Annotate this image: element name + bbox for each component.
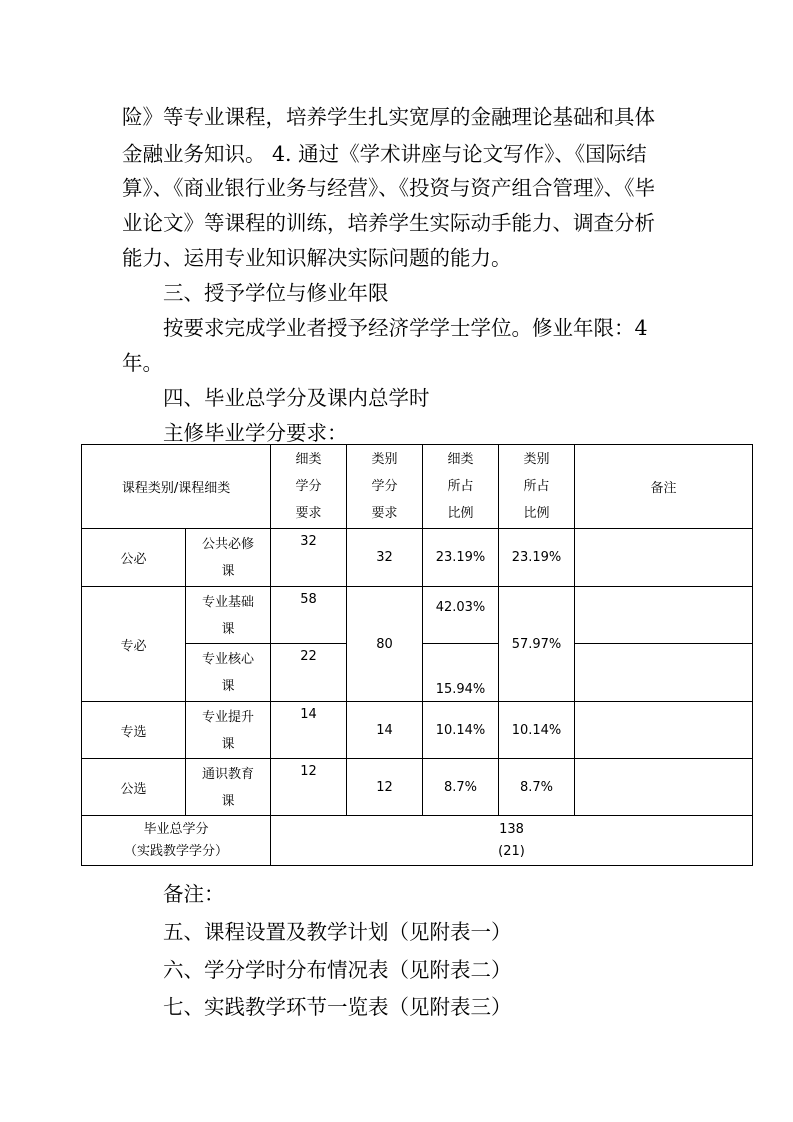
body-paragraph-line: 算》、《商业银行业务与经营》、《投资与资产组合管理》、《毕 [122, 176, 655, 200]
header-sub-credits: 细类 学分 要求 [271, 445, 347, 529]
cat-ratio-cell: 10.14% [499, 702, 575, 759]
section-body-line: 按要求完成学业者授予经济学学士学位。修业年限：4 [163, 316, 648, 340]
cat-credits-cell: 32 [347, 529, 423, 587]
section-heading-credits: 四、毕业总学分及课内总学时 [163, 386, 430, 410]
category-cell: 公必 [82, 529, 186, 587]
body-paragraph-line: 险》等专业课程，培养学生扎实宽厚的金融理论基础和具体 [122, 105, 655, 129]
sub-credits-cell: 12 [271, 759, 347, 816]
sub-ratio-cell: 42.03% [423, 587, 499, 644]
remarks-cell [575, 644, 753, 702]
table-row [82, 759, 753, 816]
category-cell: 公选 [82, 759, 186, 816]
sub-credits-cell: 32 [271, 529, 347, 587]
cat-credits-cell: 12 [347, 759, 423, 816]
sub-ratio-cell: 15.94% [423, 644, 499, 702]
sub-credits-cell: 22 [271, 644, 347, 702]
cat-ratio-cell: 57.97% [499, 587, 575, 702]
subcategory-cell: 公共必修 课 [186, 529, 271, 587]
section-heading-degree: 三、授予学位与修业年限 [163, 281, 389, 305]
total-row [82, 816, 753, 866]
category-cell: 专必 [82, 587, 186, 702]
subcategory-cell: 专业提升 课 [186, 702, 271, 759]
table-row [82, 587, 753, 644]
header-remarks: 备注 [575, 445, 753, 529]
remarks-cell [575, 529, 753, 587]
section-subheading: 主修毕业学分要求： [163, 421, 348, 445]
body-paragraph-line: 能力、运用专业知识解决实际问题的能力。 [122, 246, 512, 270]
table-header-row [82, 445, 753, 529]
sub-ratio-cell: 23.19% [423, 529, 499, 587]
remarks-cell [575, 759, 753, 816]
cat-credits-cell: 80 [347, 587, 423, 702]
section-body-line: 年。 [122, 351, 163, 375]
body-paragraph-line: 业论文》等课程的训练，培养学生实际动手能力、调查分析 [122, 211, 655, 235]
remarks-cell [575, 587, 753, 644]
remarks-cell [575, 702, 753, 759]
cat-ratio-cell: 8.7% [499, 759, 575, 816]
cat-ratio-cell: 23.19% [499, 529, 575, 587]
subcategory-cell: 专业核心 课 [186, 644, 271, 702]
header-cat-credits: 类别 学分 要求 [347, 445, 423, 529]
header-category: 课程类别/课程细类 [82, 445, 271, 529]
section-item-5: 五、课程设置及教学计划（见附表一） [163, 920, 512, 944]
total-label: 毕业总学分 （实践教学学分） [82, 816, 271, 866]
body-paragraph-line: 金融业务知识。 4. 通过《学术讲座与论文写作》、《国际结 [122, 142, 647, 166]
header-sub-ratio: 细类 所占 比例 [423, 445, 499, 529]
sub-credits-cell: 14 [271, 702, 347, 759]
total-value: 138 (21) [271, 816, 753, 866]
cat-credits-cell: 14 [347, 702, 423, 759]
category-cell: 专选 [82, 702, 186, 759]
subcategory-cell: 通识教育 课 [186, 759, 271, 816]
remarks-heading: 备注： [163, 882, 225, 906]
credits-table [81, 444, 753, 866]
section-item-7: 七、实践教学环节一览表（见附表三） [163, 995, 512, 1019]
header-cat-ratio: 类别 所占 比例 [499, 445, 575, 529]
sub-credits-cell: 58 [271, 587, 347, 644]
table-row [82, 529, 753, 587]
section-item-6: 六、学分学时分布情况表（见附表二） [163, 958, 512, 982]
table-row [82, 702, 753, 759]
subcategory-cell: 专业基础 课 [186, 587, 271, 644]
sub-ratio-cell: 10.14% [423, 702, 499, 759]
sub-ratio-cell: 8.7% [423, 759, 499, 816]
